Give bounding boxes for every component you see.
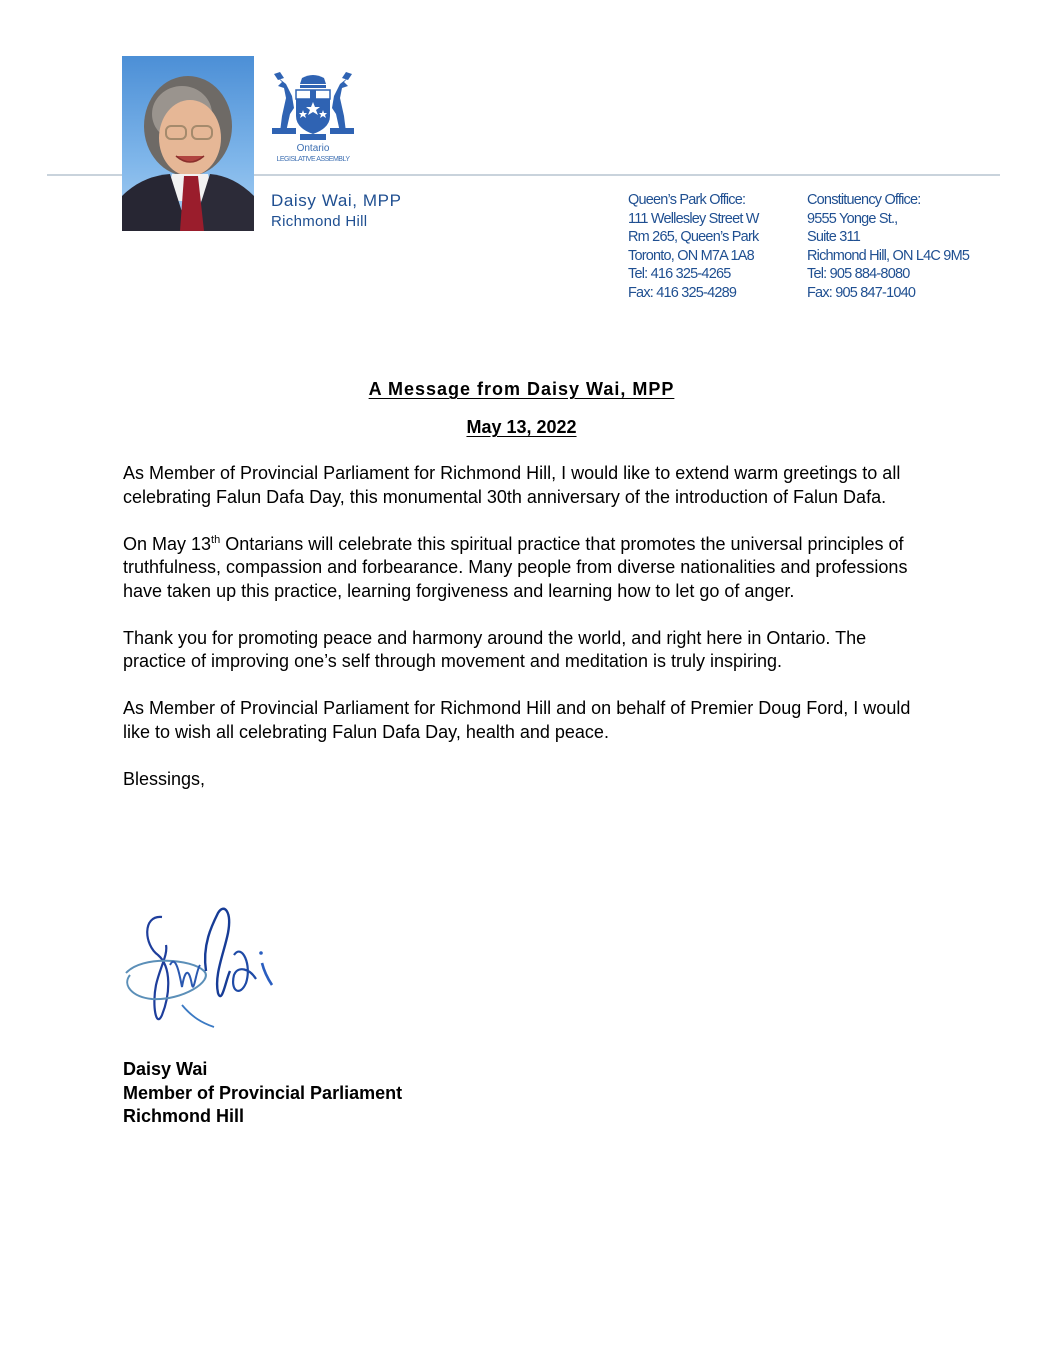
queens-park-office-block [628,191,759,302]
address-line: Rm 265, Queen’s Park [628,229,759,245]
paragraph-text: Ontarians will celebrate this spiritual practice that promotes the universal principles of truthfulness, compassion and forbearance. Many people from diverse nationalities and professions have taken up this practice, learning forgiveness and learning how to let go of anger. [123,533,908,601]
address-line: Richmond Hill, ON L4C 9M5 [807,247,970,264]
signoff-role: Member of Provincial Parliament [123,1082,403,1103]
office-heading: Queen’s Park Office: [628,192,746,208]
handwritten-signature-icon [122,905,292,1035]
paragraph: As Member of Provincial Parliament for Richmond Hill and on behalf of Premier Doug Ford, I would like to wish all celebrating Falun Dafa Day, health and peace. [123,698,911,742]
paragraph: As Member of Provincial Parliament for Richmond Hill, I would like to extend warm greetings to all celebrating Falun Dafa Day, this monumental 30th anniversary of the introduction of Falun Dafa. [123,463,901,507]
signoff-block [123,1058,402,1129]
address-line: 111 Wellesley Street W [628,210,759,227]
constituency-office-block [807,191,969,302]
signoff-riding: Richmond Hill [123,1106,244,1126]
paragraph [123,533,923,604]
office-tel: Tel: 905 884-8080 [807,266,910,282]
address-line: Toronto, ON M7A 1A8 [628,247,754,264]
letter-title-text: A Message from Daisy Wai, MPP [368,379,675,399]
logo-assembly-label: LEGISLATIVE ASSEMBLY [276,156,350,163]
office-heading: Constituency Office: [807,192,921,208]
closing: Blessings, [123,768,206,789]
logo-ontario-label: Ontario [296,143,330,154]
letter-body [123,462,923,815]
mpp-riding: Richmond Hill [271,213,368,230]
ordinal-superscript: th [211,533,221,546]
letter-date-text: May 13, 2022 [466,417,577,437]
office-fax: Fax: 905 847-1040 [807,284,916,301]
signoff-name: Daisy Wai [123,1059,208,1079]
mpp-name: Daisy Wai, MPP [271,191,402,210]
address-line: 9555 Yonge St., [807,210,898,227]
mpp-portrait-photo [122,56,254,231]
address-line: Suite 311 [807,229,860,245]
letter-title [0,379,1043,400]
office-fax: Fax: 416 325-4289 [628,284,737,301]
paragraph: Thank you for promoting peace and harmony around the world, and right here in Ontario. The practice of improving one’s self through movement and meditation is truly inspiring. [123,627,867,671]
letter-date [0,417,1043,438]
paragraph-text: On May 13 [123,533,212,554]
office-tel: Tel: 416 325-4265 [628,266,731,282]
